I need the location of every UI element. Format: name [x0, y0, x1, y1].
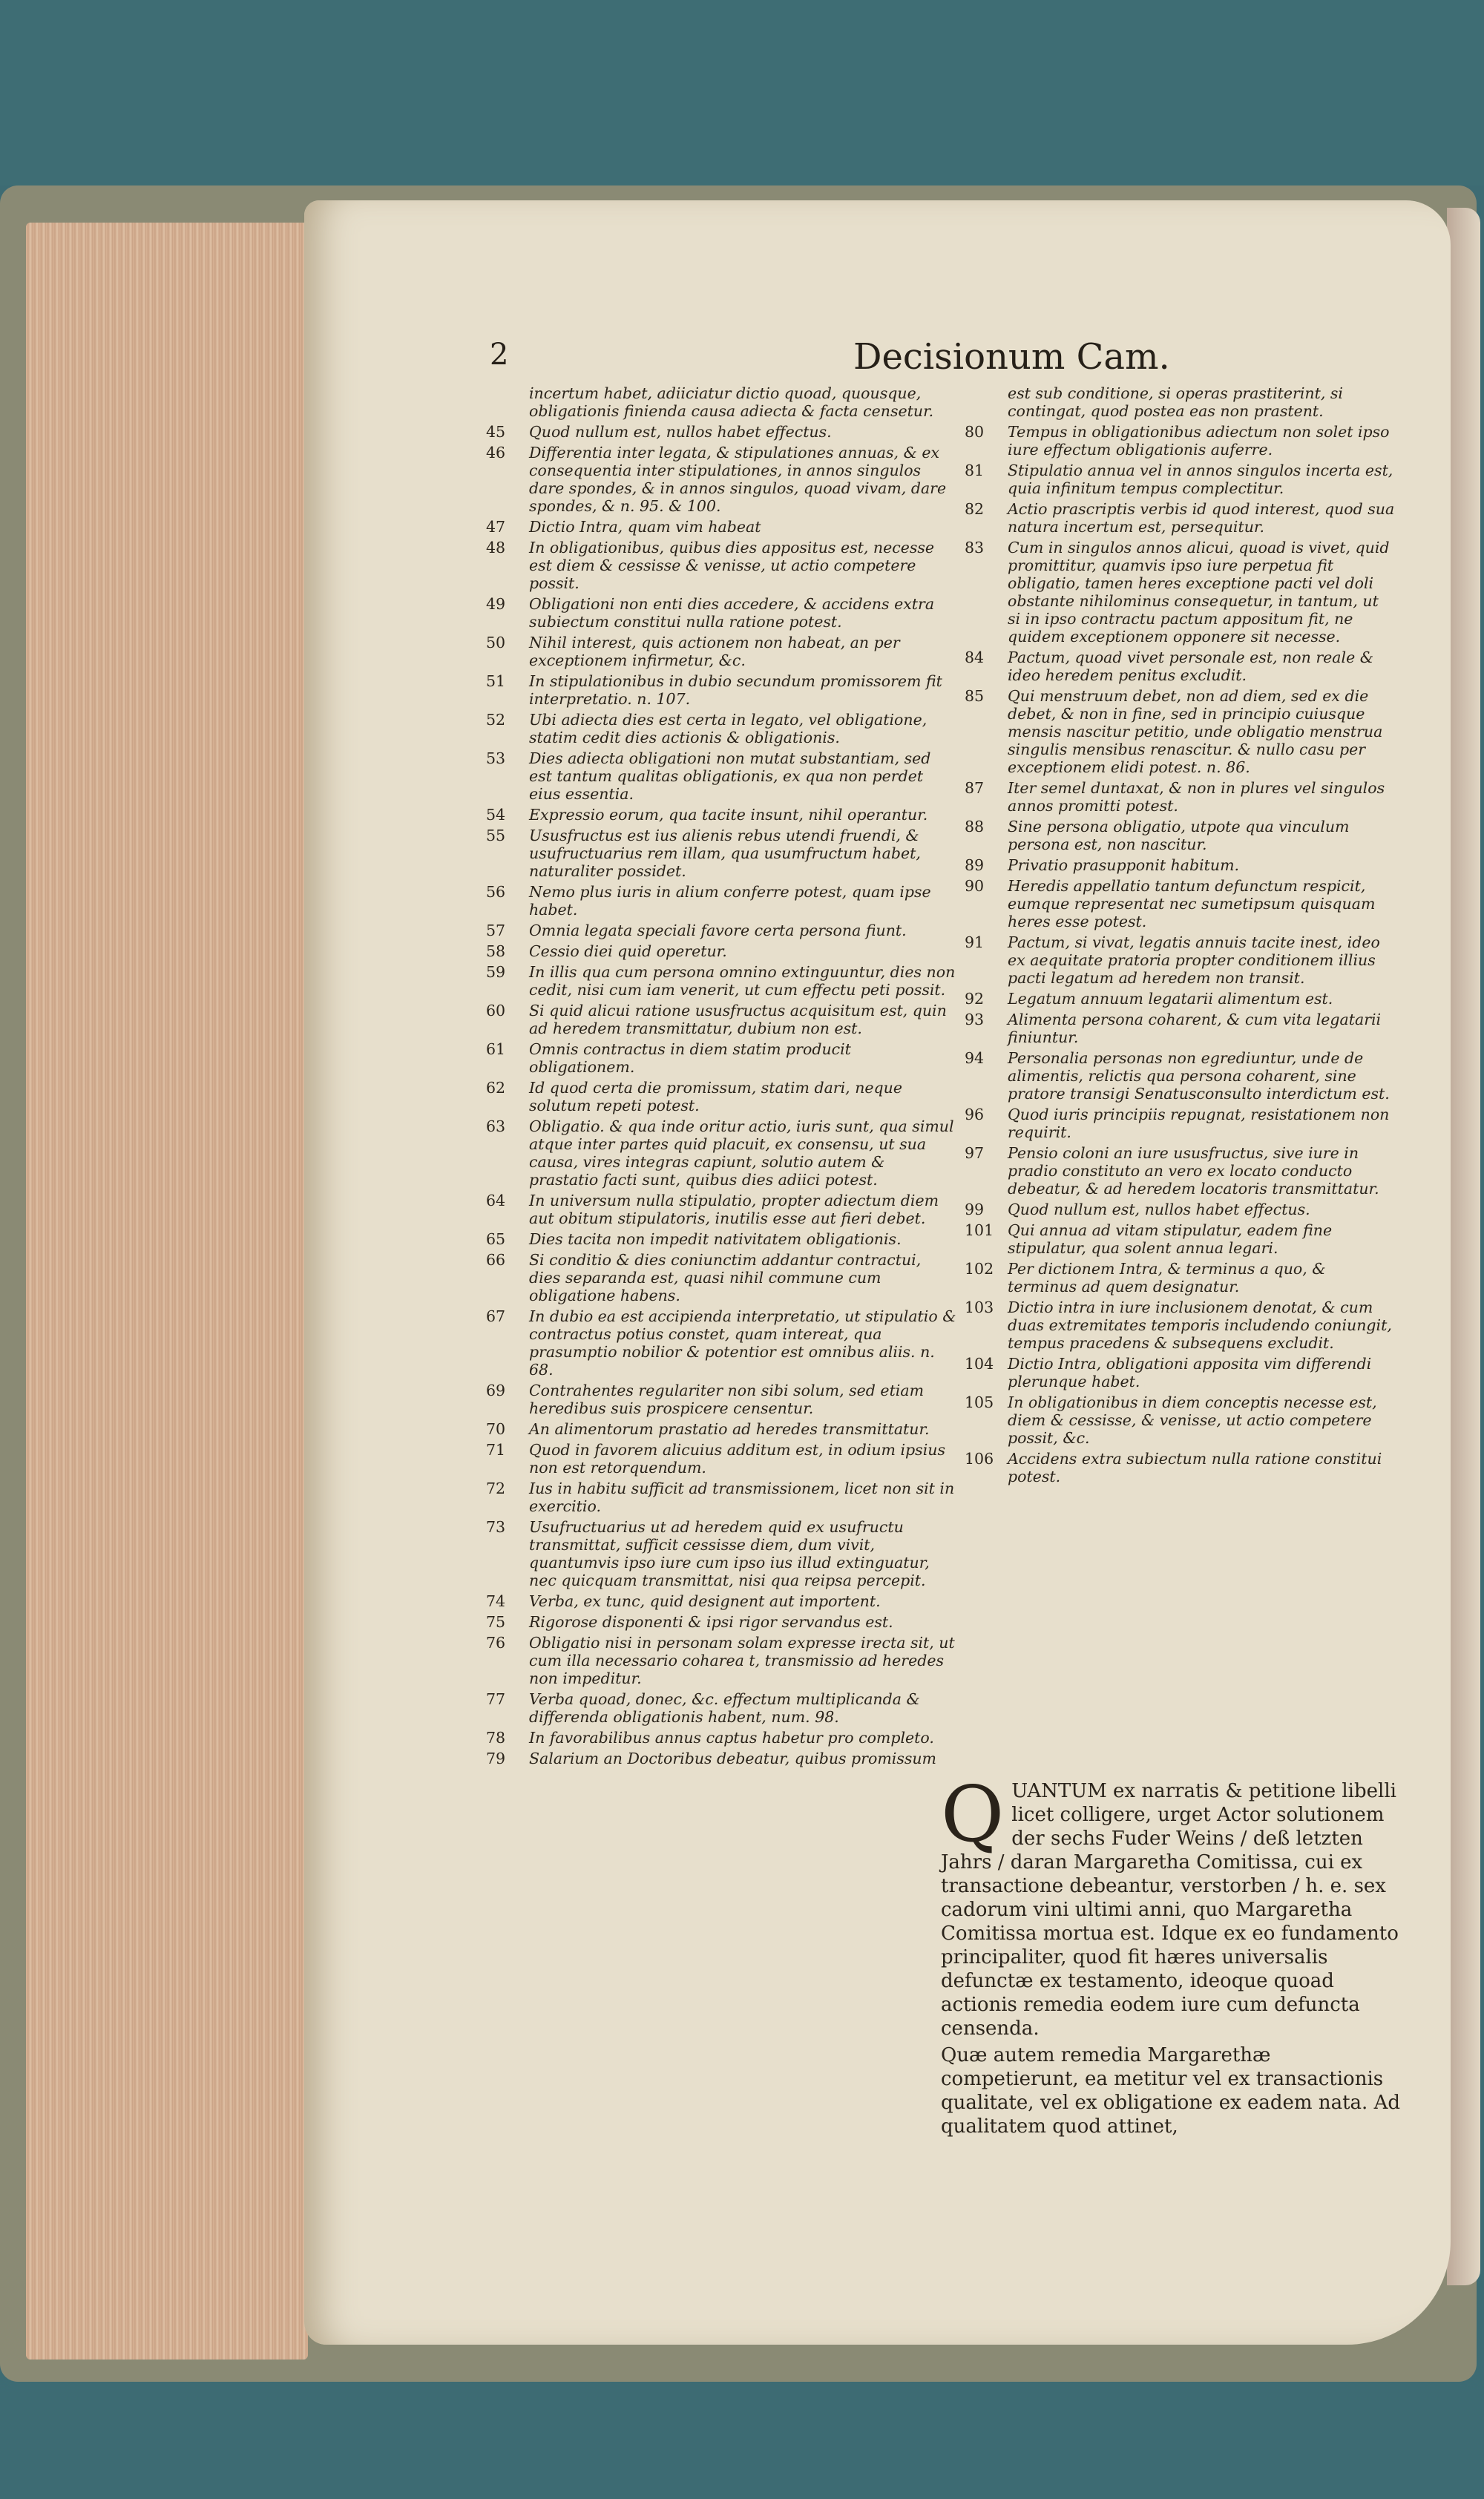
- summary-item: [965, 990, 1395, 1008]
- summary-item-number: 46: [486, 444, 506, 462]
- summary-item: [486, 518, 957, 536]
- summary-item-text: Alimenta persona coharent, & cum vita legatarii finiuntur.: [1008, 1011, 1382, 1046]
- decision-paragraph-1: UANTUM ex narratis & petitione libelli licet colligere, urget Actor solutionem der sechs Fuder Weins / deß letzten Jahrs / daran Margaretha Comitissa, cui ex transactione debeantur, verstorben / h. e. sex cadorum vini ultimi anni, quo Margaretha Comitissa mortua est. Idque ex eo fundamento principaliter, quod fit hæres universalis defunctæ ex testamento, ideoque quoad actionis remedia eodem iure cum defuncta censenda.: [941, 1780, 1399, 2040]
- summary-item-number: 92: [965, 990, 985, 1008]
- summary-item: [486, 444, 957, 515]
- summary-item: [965, 779, 1395, 815]
- summary-item-text: Stipulatio annua vel in annos singulos incerta est, quia infinitum tempus complectitur.: [1008, 462, 1393, 497]
- summary-item-text: Quod iuris principiis repugnat, resistationem non requirit.: [1008, 1106, 1390, 1141]
- summary-item-text: Sine persona obligatio, utpote qua vinculum persona est, non nascitur.: [1008, 818, 1350, 853]
- summary-item: [965, 1260, 1395, 1296]
- summary-item-number: 80: [965, 423, 985, 441]
- summary-item-text: Expressio eorum, qua tacite insunt, nihil operantur.: [529, 806, 928, 824]
- summary-item: [486, 1251, 957, 1304]
- summary-item-text: Quod in favorem alicuius additum est, in odium ipsius non est retorquendum.: [529, 1441, 945, 1477]
- summary-item-number: 91: [965, 933, 985, 951]
- summary-item: [486, 1518, 957, 1589]
- summary-item: [486, 1441, 957, 1477]
- summary-item-text: Cessio diei quid operetur.: [529, 942, 727, 960]
- summary-item-text: Legatum annuum legatarii alimentum est.: [1008, 990, 1333, 1008]
- summary-item: [965, 539, 1395, 646]
- summary-column-left: [486, 384, 957, 1770]
- summary-item-text: An alimentorum prastatio ad heredes transmittatur.: [529, 1420, 930, 1438]
- summary-item-number: 66: [486, 1251, 506, 1269]
- summary-item: [486, 595, 957, 631]
- decision-text: [941, 1769, 1401, 2158]
- summary-item-number: 79: [486, 1750, 506, 1767]
- summary-item-number: 57: [486, 922, 506, 939]
- summary-item-text: In favorabilibus annus captus habetur pro completo.: [529, 1729, 934, 1747]
- summary-item-text: In dubio ea est accipienda interpretatio, ut stipulatio & contractus potius constet, quam intereat, qua prasumptio nobilior & potentior est omnibus aliis. n. 68.: [529, 1307, 956, 1379]
- summary-item: [486, 1382, 957, 1417]
- summary-item-text: Accidens extra subiectum nulla ratione constitui potest.: [1008, 1450, 1382, 1485]
- summary-item-text: In obligationibus in diem conceptis necesse est, diem & cessisse, & venisse, ut actio competere possit, &c.: [1008, 1393, 1377, 1447]
- decision-paragraph-2: Quæ autem remedia Margarethæ competierunt, ea metitur vel ex transactionis qualitate, vel ex obligatione ex eadem nata. Ad qualitatem quod attinet,: [941, 2044, 1400, 2138]
- summary-item-number: 84: [965, 648, 985, 666]
- summary-item-number: 45: [486, 423, 506, 441]
- summary-item-text: Quod nullum est, nullos habet effectus.: [529, 423, 832, 441]
- left-continuation: incertum habet, adiiciatur dictio quoad, quousque, obligationis finienda causa adiecta & facta censetur.: [529, 384, 934, 420]
- summary-item-number: 96: [965, 1106, 985, 1123]
- summary-item: [486, 1729, 957, 1747]
- summary-item-text: Tempus in obligationibus adiectum non solet ipso iure effectum obligationis auferre.: [1008, 423, 1390, 459]
- summary-item-text: Salarium an Doctoribus debeatur, quibus promissum: [529, 1750, 936, 1767]
- summary-item-text: Ususfructus est ius alienis rebus utendi fruendi, & usufructuarius rem illam, qua usumfructum habet, naturaliter possidet.: [529, 827, 921, 880]
- summary-item-number: 94: [965, 1049, 985, 1067]
- summary-item-text: Pactum, quoad vivet personale est, non reale & ideo heredem penitus excludit.: [1008, 648, 1373, 684]
- summary-item-text: Pactum, si vivat, legatis annuis tacite inest, ideo ex aequitate pratoria propter conditionem illius pacti legatum ad heredem non transit.: [1008, 933, 1380, 987]
- summary-item: [486, 1117, 957, 1189]
- summary-item-text: Qui annua ad vitam stipulatur, eadem fine stipulatur, qua solent annua legari.: [1008, 1221, 1333, 1257]
- summary-item-text: Quod nullum est, nullos habet effectus.: [1008, 1201, 1310, 1218]
- page-number: 2: [490, 338, 509, 372]
- summary-item-number: 105: [965, 1393, 994, 1411]
- summary-item-text: Privatio prasupponit habitum.: [1008, 856, 1240, 874]
- summary-item-text: Dies tacita non impedit nativitatem obligationis.: [529, 1230, 902, 1248]
- summary-item-number: 47: [486, 518, 506, 536]
- summary-item-number: 73: [486, 1518, 506, 1536]
- summary-item-number: 54: [486, 806, 506, 824]
- summary-item: [965, 1049, 1395, 1103]
- summary-item: [965, 877, 1395, 930]
- summary-item-number: 49: [486, 595, 506, 613]
- summary-item: [486, 711, 957, 746]
- summary-item: [965, 1450, 1395, 1485]
- summary-item-number: 97: [965, 1144, 985, 1162]
- summary-item: [486, 423, 957, 441]
- summary-item-number: 103: [965, 1298, 994, 1316]
- right-continuation: est sub conditione, si operas prastiterint, si contingat, quod postea eas non prastent.: [1008, 384, 1343, 420]
- summary-item: [965, 933, 1395, 987]
- summary-item-number: 59: [486, 963, 506, 981]
- drop-cap: Q: [941, 1769, 1005, 1859]
- summary-item: [486, 883, 957, 919]
- page-edges: [26, 223, 308, 2360]
- summary-item-text: In stipulationibus in dubio secundum promissorem fit interpretatio. n. 107.: [529, 672, 942, 708]
- summary-item: [965, 1106, 1395, 1141]
- summary-item-number: 69: [486, 1382, 506, 1399]
- facing-page-edge: [1447, 208, 1480, 2285]
- summary-item-number: 101: [965, 1221, 994, 1239]
- summary-item-text: Ius in habitu sufficit ad transmissionem, licet non sit in exercitio.: [529, 1480, 955, 1515]
- summary-item: [965, 423, 1395, 459]
- summary-item: [486, 1192, 957, 1227]
- summary-item-text: Dictio Intra, obligationi apposita vim differendi plerunque habet.: [1008, 1355, 1372, 1390]
- summary-item: [965, 687, 1395, 776]
- summary-item-text: Obligationi non enti dies accedere, & accidens extra subiectum constitui nulla ratione potest.: [529, 595, 935, 631]
- summary-item: [486, 1690, 957, 1726]
- summary-item-number: 89: [965, 856, 985, 874]
- summary-item-text: Heredis appellatio tantum defunctum respicit, eumque representat nec sumetipsum quisquam heres esse potest.: [1008, 877, 1376, 930]
- summary-item: [486, 634, 957, 669]
- summary-item-text: Dies adiecta obligationi non mutat substantiam, sed est tantum qualitas obligationis, ex qua non perdet eius essentia.: [529, 749, 931, 803]
- summary-item: [486, 1634, 957, 1687]
- summary-item-text: Nemo plus iuris in alium conferre potest, quam ipse habet.: [529, 883, 931, 919]
- summary-item-number: 99: [965, 1201, 985, 1218]
- summary-item-number: 55: [486, 827, 506, 844]
- summary-item-number: 50: [486, 634, 506, 651]
- summary-item: [486, 539, 957, 592]
- summary-item-number: 77: [486, 1690, 506, 1708]
- summary-item: [965, 1201, 1395, 1218]
- summary-item-number: 60: [486, 1002, 506, 1019]
- summary-item-text: Si conditio & dies coniunctim addantur contractui, dies separanda est, quasi nihil commune cum obligatione habens.: [529, 1251, 922, 1304]
- summary-item: [486, 827, 957, 880]
- summary-item-text: Si quid alicui ratione ususfructus acquisitum est, quin ad heredem transmittatur, dubium non est.: [529, 1002, 947, 1037]
- summary-item: [486, 1307, 957, 1379]
- summary-item: [486, 963, 957, 999]
- summary-item-number: 61: [486, 1040, 506, 1058]
- summary-item-number: 85: [965, 687, 985, 705]
- summary-item-text: Dictio intra in iure inclusionem denotat, & cum duas extremitates temporis includendo coniungit, tempus pracedens & subsequens excludit.: [1008, 1298, 1392, 1352]
- summary-item-number: 67: [486, 1307, 506, 1325]
- summary-item-text: Verba quoad, donec, &c. effectum multiplicanda & differenda obligationis habent, num. 98.: [529, 1690, 920, 1726]
- summary-item-number: 93: [965, 1011, 985, 1028]
- summary-item-number: 104: [965, 1355, 994, 1373]
- summary-item-number: 48: [486, 539, 506, 556]
- summary-item-text: Per dictionem Intra, & terminus a quo, & terminus ad quem designatur.: [1008, 1260, 1326, 1296]
- summary-item-number: 52: [486, 711, 506, 729]
- summary-item-number: 65: [486, 1230, 506, 1248]
- summary-item-number: 82: [965, 500, 985, 518]
- summary-item-number: 83: [965, 539, 985, 556]
- summary-item: [486, 1750, 957, 1767]
- summary-item-number: 88: [965, 818, 985, 835]
- summary-item: [965, 1393, 1395, 1447]
- summary-item-number: 53: [486, 749, 506, 767]
- summary-item-number: 90: [965, 877, 985, 895]
- summary-item-text: Obligatio. & qua inde oritur actio, iuris sunt, qua simul atque inter partes quid placuit, ex consensu, ut sua causa, vires integras capiunt, solutio autem & prastatio facti sunt, quibus dies adiici potest.: [529, 1117, 954, 1189]
- summary-item-text: In obligationibus, quibus dies appositus est, necesse est diem & cessisse & venisse, ut actio competere possit.: [529, 539, 935, 592]
- summary-item: [965, 1144, 1395, 1198]
- summary-item-text: Iter semel duntaxat, & non in plures vel singulos annos promitti potest.: [1008, 779, 1385, 815]
- summary-item-number: 72: [486, 1480, 506, 1497]
- summary-item-text: Cum in singulos annos alicui, quoad is vivet, quid promittitur, quamvis ipso iure perpetua fit obligatio, tamen heres exceptione pacti vel doli obstante nihilominus consequetur, in tantum, ut si in ipso contractu pactum appositum fit, ne quidem exceptionem opponere sit necesse.: [1008, 539, 1390, 646]
- summary-item-number: 74: [486, 1592, 506, 1610]
- page-header: [490, 338, 1380, 382]
- summary-item: [965, 856, 1395, 874]
- summary-item-text: Rigorose disponenti & ipsi rigor servandus est.: [529, 1613, 893, 1631]
- summary-item: [486, 942, 957, 960]
- summary-item: [486, 749, 957, 803]
- background: [0, 0, 1484, 185]
- summary-item: [486, 1480, 957, 1515]
- summary-item-number: 64: [486, 1192, 506, 1209]
- summary-item: [486, 1420, 957, 1438]
- summary-item-text: Pensio coloni an iure ususfructus, sive iure in pradio constituto an vero ex locato conducto debeatur, & ad heredem locatoris transmittatur.: [1008, 1144, 1379, 1198]
- summary-item: [965, 462, 1395, 497]
- summary-item-text: Ubi adiecta dies est certa in legato, vel obligatione, statim cedit dies actionis & obligationis.: [529, 711, 928, 746]
- summary-item-text: Qui menstruum debet, non ad diem, sed ex die debet, & non in fine, sed in principio cuiusque mensis nascitur petitio, unde obligatio menstrua singulis mensibus renascitur. & nullo casu per exceptionem elidi potest. n. 86.: [1008, 687, 1383, 776]
- summary-item: [486, 1230, 957, 1248]
- summary-item-text: Omnis contractus in diem statim producit obligationem.: [529, 1040, 851, 1076]
- summary-item-text: In universum nulla stipulatio, propter adiectum diem aut obitum stipulatoris, inutilis esse aut fieri debet.: [529, 1192, 939, 1227]
- summary-item: [486, 1613, 957, 1631]
- summary-item-number: 106: [965, 1450, 994, 1468]
- summary-item: [486, 1040, 957, 1076]
- summary-item-text: Contrahentes regulariter non sibi solum, sed etiam heredibus suis prospicere censentur.: [529, 1382, 925, 1417]
- summary-item-number: 71: [486, 1441, 506, 1459]
- summary-item: [486, 1002, 957, 1037]
- summary-item: [486, 672, 957, 708]
- summary-item: [965, 500, 1395, 536]
- summary-item: [486, 1079, 957, 1114]
- summary-item: [965, 648, 1395, 684]
- summary-item: [965, 1221, 1395, 1257]
- summary-column-right: [965, 384, 1395, 1488]
- summary-item-text: Differentia inter legata, & stipulationes annuas, & ex consequentia inter stipulationes, in annos singulos dare spondes, & in annos singulos, quoad vivam, dare spondes, & n. 95. & 100.: [529, 444, 947, 515]
- summary-item: [965, 1011, 1395, 1046]
- summary-item-text: Personalia personas non egrediuntur, unde de alimentis, relictis qua persona coharent, sine pratore transigi Senatusconsulto interdictum est.: [1008, 1049, 1390, 1103]
- summary-item: [965, 1355, 1395, 1390]
- summary-item-text: Verba, ex tunc, quid designent aut importent.: [529, 1592, 881, 1610]
- summary-item-number: 75: [486, 1613, 506, 1631]
- summary-item-number: 51: [486, 672, 506, 690]
- running-title: Decisionum Cam.: [853, 336, 1170, 378]
- summary-item-number: 62: [486, 1079, 506, 1097]
- summary-item: [965, 818, 1395, 853]
- summary-item-text: In illis qua cum persona omnino extinguuntur, dies non cedit, nisi cum iam venerit, ut cum effectu peti possit.: [529, 963, 956, 999]
- summary-item-number: 56: [486, 883, 506, 901]
- summary-item: [486, 1592, 957, 1610]
- summary-item-text: Nihil interest, quis actionem non habeat, an per exceptionem infirmetur, &c.: [529, 634, 900, 669]
- summary-item-text: Obligatio nisi in personam solam expresse irecta sit, ut cum illa necessario coharea t, transmissio ad heredes non impeditur.: [529, 1634, 955, 1687]
- summary-item-number: 58: [486, 942, 506, 960]
- summary-item-number: 78: [486, 1729, 506, 1747]
- summary-item-number: 76: [486, 1634, 506, 1652]
- summary-item-number: 81: [965, 462, 985, 479]
- summary-item-text: Dictio Intra, quam vim habeat: [529, 518, 761, 536]
- summary-item-number: 102: [965, 1260, 994, 1278]
- summary-item-text: Usufructuarius ut ad heredem quid ex usufructu transmittat, sufficit cessisse diem, dum vivit, quantumvis ipso iure cum ipso ius illud extinguatur, nec quicquam transmittat, nisi qua reipsa percepit.: [529, 1518, 930, 1589]
- summary-item-text: Omnia legata speciali favore certa persona fiunt.: [529, 922, 907, 939]
- summary-item-number: 70: [486, 1420, 506, 1438]
- summary-item-number: 63: [486, 1117, 506, 1135]
- summary-item-number: 87: [965, 779, 985, 797]
- summary-item-text: Actio prascriptis verbis id quod interest, quod sua natura incertum est, persequitur.: [1008, 500, 1395, 536]
- summary-item: [486, 922, 957, 939]
- summary-item-text: Id quod certa die promissum, statim dari, neque solutum repeti potest.: [529, 1079, 902, 1114]
- summary-item: [965, 1298, 1395, 1352]
- summary-item: [486, 806, 957, 824]
